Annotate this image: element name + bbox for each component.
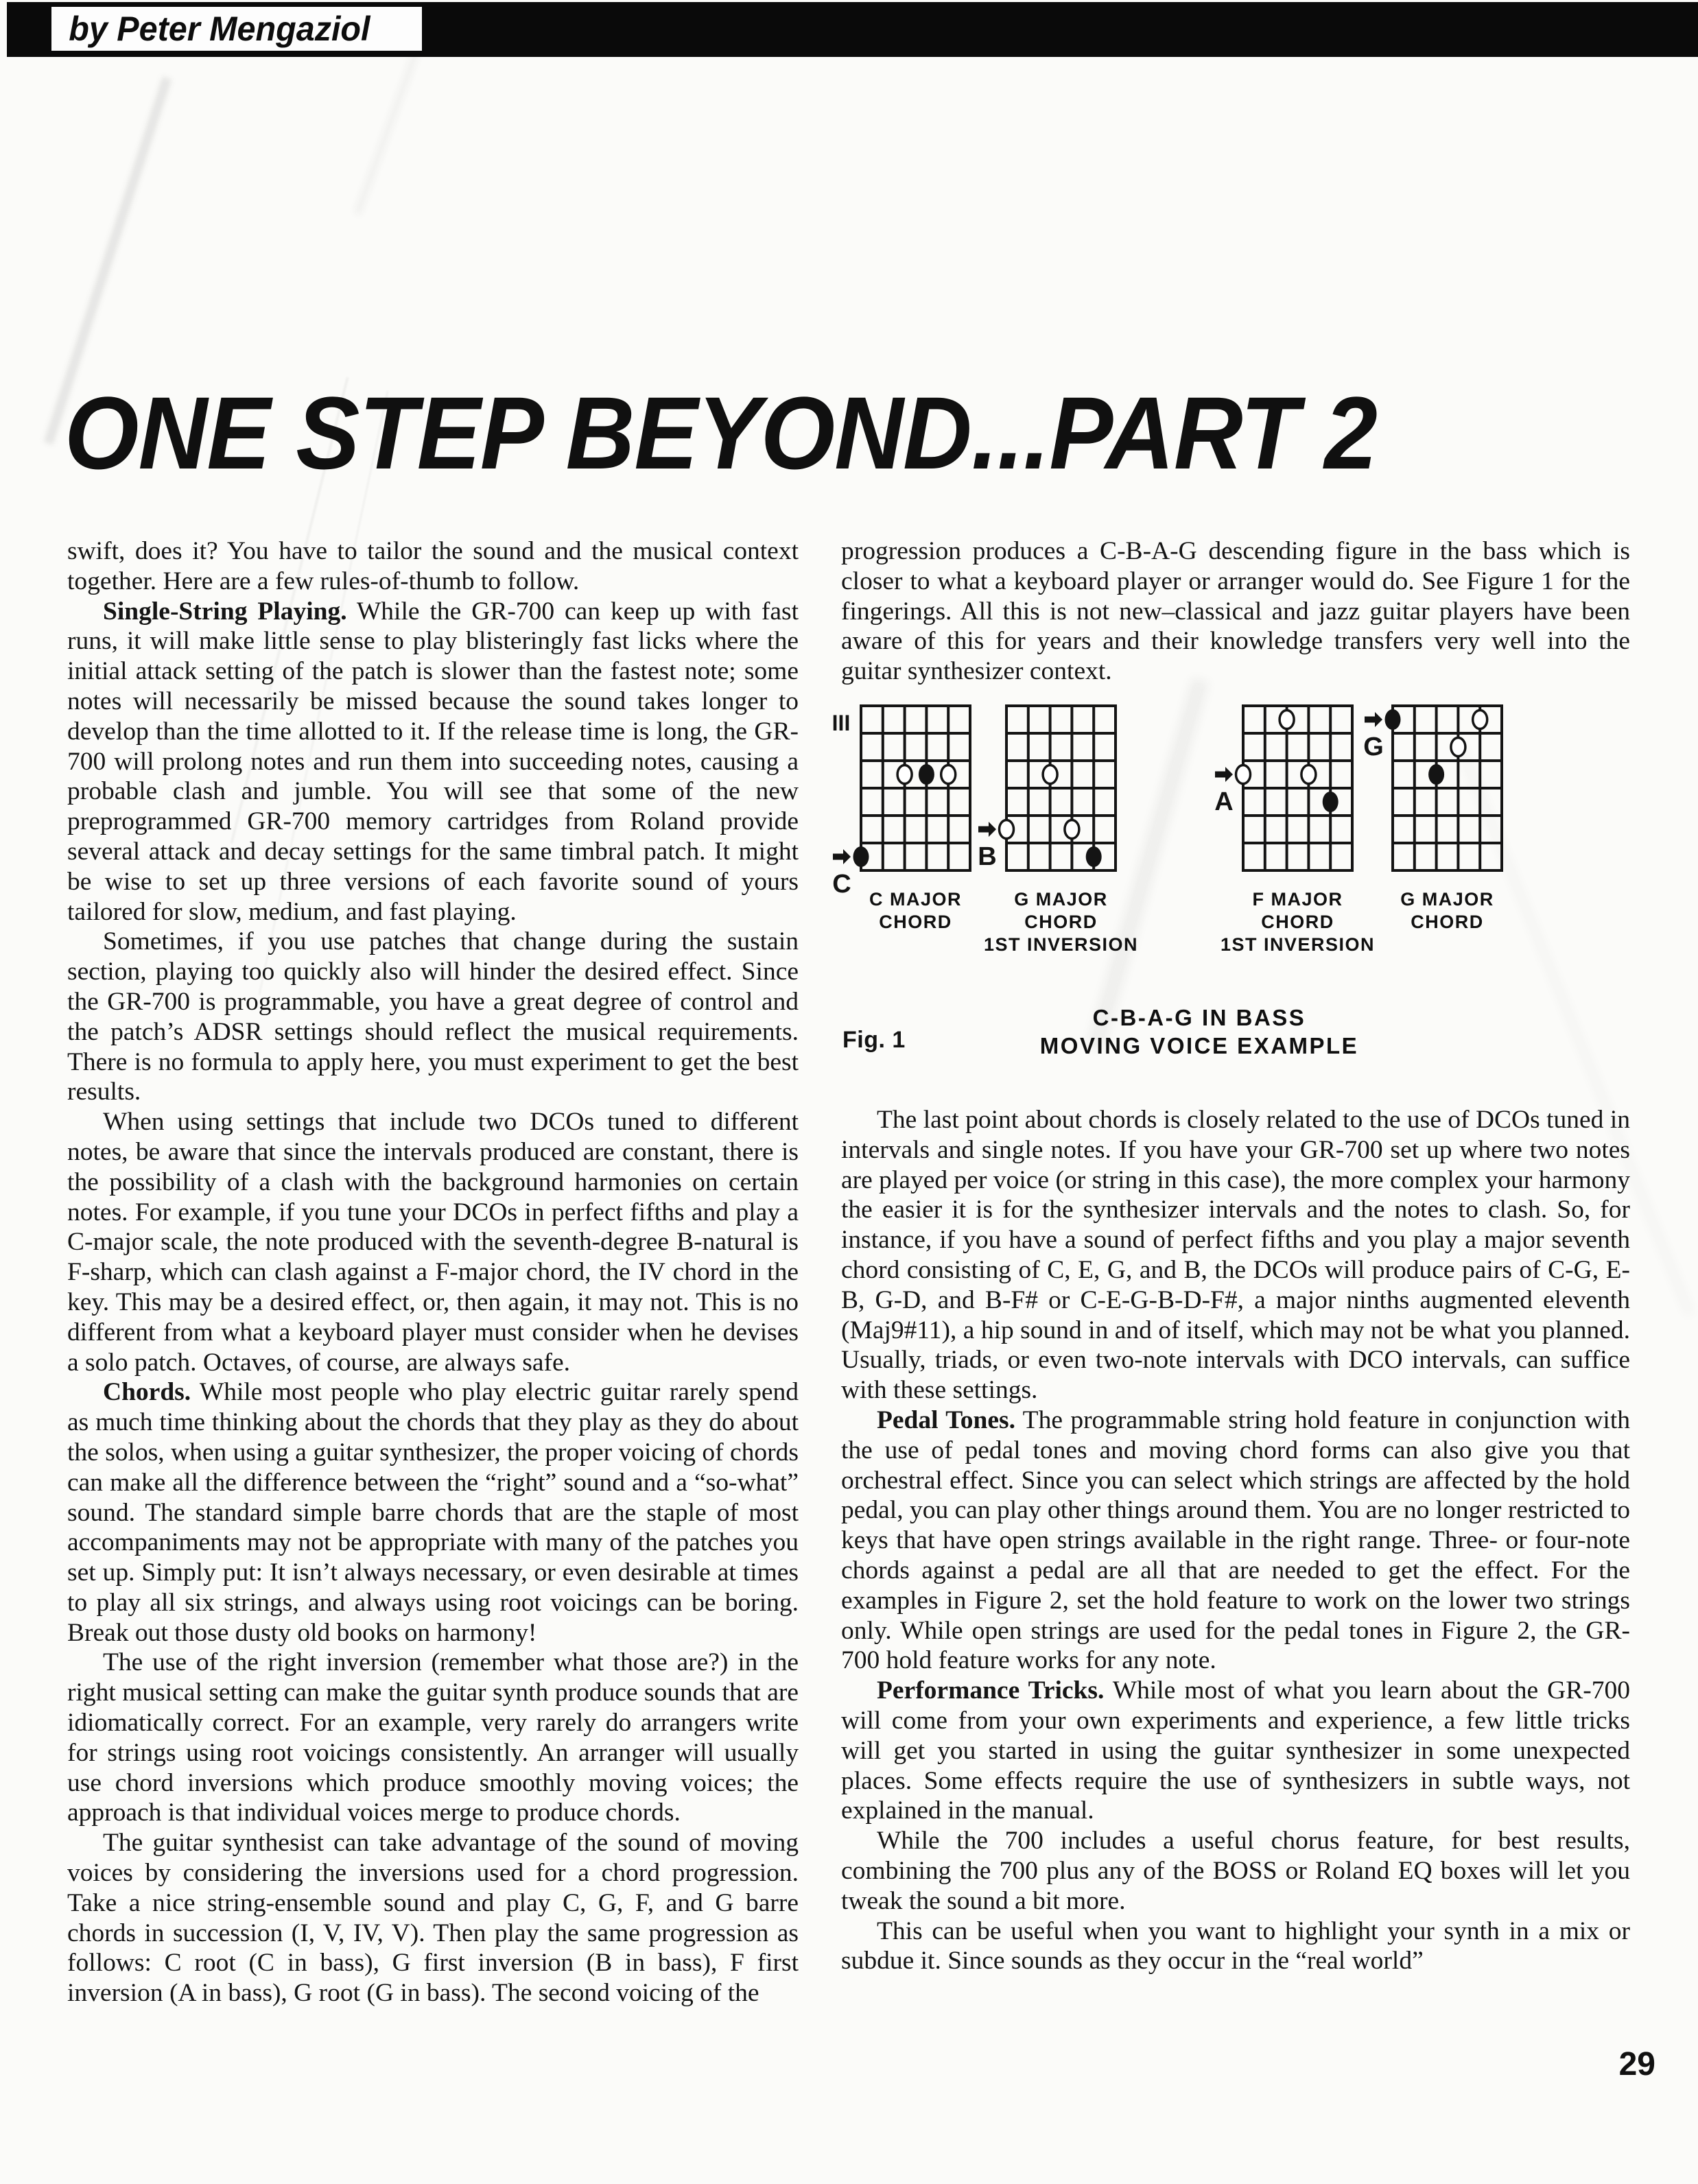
bass-note-label: C [832, 869, 851, 899]
figure-1-chord-diagrams [832, 702, 1630, 1105]
chord-name-line: G MAJOR [1014, 888, 1108, 910]
open-dot [941, 765, 956, 783]
open-dot [1301, 765, 1316, 783]
filled-dot [1323, 792, 1339, 812]
bass-arrow-icon [833, 849, 851, 864]
chord-diagram-2 [976, 702, 1139, 955]
bass-note-label: G [1363, 732, 1384, 761]
right-top-paragraph-1: progression produces a C-B-A-G descending figure in the bass which is closer to what a keyboard player or arranger would do. See Figure 1 for the fingerings. All this is not new–classical and jazz guitar players have been aware of this for years and their knowledge transfers very well into the guitar synthesizer context. [841, 537, 1630, 686]
bass-note-label: A [1214, 787, 1234, 816]
fretboard-grid [1212, 702, 1358, 904]
chord-name-line: CHORD [879, 911, 952, 932]
chord-name [1400, 888, 1494, 934]
byline-box [51, 7, 422, 51]
right-bottom-paragraph-3: Performance Tricks. While most of what you learn about the GR-700 will come from your own experiments and experience, a few little tricks will get you started in using the guitar synthesizer in some unexpected places. Some effects require the use of synthesizers in subtle ways, not explained in the manual. [841, 1676, 1631, 1825]
chord-name [984, 888, 1138, 956]
figure-label: Fig. 1 [842, 1026, 906, 1053]
chord-name [1221, 888, 1375, 956]
bass-arrow-icon [1365, 712, 1382, 727]
left-paragraph-1: swift, does it? You have to tailor the sound and the musical context together. Here are a few rules-of-thumb to follow. [67, 537, 799, 595]
right-bottom-paragraph-2: Pedal Tones. The programmable string hold feature in conjunction with the use of pedal tones and moving chord forms can also give you that orchestral effect. Since you can select which strings are affected by the hold pedal, you can play other things around them. You are no longer restricted to keys that have open strings available in the right range. Three- or four-note chords against a pedal are all that are needed to get the effect. For the examples in Figure 2, set the hold feature to work on the lower two strings only. While open strings are used for the pedal tones in Figure 2, the GR-700 hold feature works for any note. [841, 1405, 1631, 1675]
filled-dot [1428, 764, 1444, 785]
paragraph-lead: Chords. [103, 1378, 191, 1407]
paragraph-lead: Pedal Tones. [877, 1405, 1016, 1434]
chord-name-line: CHORD [1411, 911, 1484, 932]
right-column [832, 536, 1631, 1976]
bass-arrow-icon [978, 822, 996, 837]
right-bottom-paragraph-4: While the 700 includes a useful chorus feature, for best results, combining the 700 plus any of the BOSS or Roland EQ boxes will let you tweak the sound a bit more. [841, 1827, 1630, 1915]
bass-note-label: B [978, 842, 997, 871]
fret-position-marker: III [832, 710, 851, 735]
page-number: 29 [1618, 2046, 1655, 2082]
right-bottom-paragraph-1: The last point about chords is closely related to the use of DCOs tuned in intervals and single notes. If you have your GR-700 set up where two notes are played per voice (or string in this case), the more complex your harmony the easier it is for the synthesizer intervals and the notes to clash. So, for instance, if you have a sound of perfect fifths and you play a major seventh chord consisting of C, E, G, and B, the DCOs will produce pairs of C-G, E-B, G-D, and B-F# or C-E-G-B-D-F#, a major ninths augmented eleventh (Maj9#11), a hip sound in and of itself, which may not be what you planned. Usually, triads, or even two-note intervals with DCO intervals, can suffice with these settings. [841, 1105, 1630, 1405]
left-paragraph-2: Single-String Playing. While the GR-700 can keep up with fast runs, it will make little sense to play blisteringly fast licks where the initial attack setting of the patch is slower than the fastest note; some notes will necessarily be missed because the sound takes longer to develop than the time allotted to it. If the release time is long, the GR-700 will prolong notes and run them into succeeding notes, causing a probable clash and jumble. You will see that some of the new preprogrammed GR-700 memory cartridges from Roland provide several attack and decay settings for the same timbral patch. It might be wise to set up three versions of each favorite sound of yours tailored for slow, medium, and fast playing. [67, 597, 799, 926]
article-title: ONE STEP BEYOND...PART 2 [64, 375, 1377, 490]
paragraph-lead: Single-String Playing. [103, 597, 347, 626]
chord-diagram-3 [1212, 702, 1376, 955]
fretboard-grid [976, 702, 1121, 904]
figure-caption-line2: MOVING VOICE EXAMPLE [1039, 1032, 1359, 1058]
left-paragraph-5: Chords. While most people who play electric guitar rarely spend as much time thinking about the chords that they play as they do about the solos, when using a guitar synthesizer, the proper voicing of chords can make all the difference between the “right” sound and a “so-what” sound. The standard simple barre chords that are the staple of most accompaniments may not be appropriate with many of the patches you set up. Simply put: It isn’t always necessary, or even desirable at times to play all six strings, and always using root voicings can be boring. Break out those dusty old books on harmony! [67, 1378, 799, 1647]
left-paragraph-6: The use of the right inversion (remember what those are?) in the right musical setting can make the guitar synth produce sounds that are idiomatically correct. For an example, very rarely do arrangers write for strings using root voicings consistently. An arranger will usually use chord inversions which produce smoothly moving voices; the approach is that individual voices merge to produce chords. [67, 1648, 799, 1827]
paragraph-lead: Performance Tricks. [877, 1676, 1105, 1705]
chord-name-line: 1ST INVERSION [1220, 934, 1376, 955]
chord-name-line: G MAJOR [1400, 888, 1494, 910]
right-column-bottom [841, 1105, 1630, 1976]
scan-streak [354, 45, 421, 215]
left-paragraph-3: Sometimes, if you use patches that change during the sustain section, playing too quickly also will hinder the desired effect. Since the GR-700 is programmable, you have a great degree of control and the patch’s ADSR settings should reflect the musical requirements. There is no formula to apply here, you must experiment to get the best results. [67, 927, 799, 1106]
chord-name-line: CHORD [1261, 911, 1334, 932]
filled-dot [853, 846, 869, 867]
left-paragraph-7: The guitar synthesist can take advantage of the sound of moving voices by considering the inversions used for a chord progression. Take a nice string-ensemble sound and play C, G, F, and G barre chords in succession (I, V, IV, V). Then play the same progression as follows: C root (C in bass), G first inversion (B in bass), F first inversion (A in bass), G root (G in bass). The second voicing of the [67, 1829, 799, 2008]
left-column [67, 536, 799, 2008]
left-paragraph-4: When using settings that include two DCOs tuned to different notes, be aware that since the intervals produced are constant, there is the possibility of a clash with the background harmonies on certain notes. For example, if you tune your DCOs in perfect fifths and play a C-major scale, the note produced with the seventh-degree B-natural is F-sharp, which can clash against a F-major chord, the IV chord in the key. This may be a desired effect, or, then again, it may not. This is no different from what a keyboard player must consider when he devises a solo patch. Octaves, of course, are always safe. [67, 1108, 799, 1377]
open-dot [1000, 820, 1014, 838]
chord-diagram-4 [1362, 702, 1507, 932]
figure-caption [1040, 1004, 1358, 1060]
open-dot [1065, 820, 1079, 838]
open-dot [1236, 765, 1251, 783]
fretboard-grid [1362, 702, 1507, 904]
fretboard-grid [830, 702, 976, 904]
right-column-top [841, 536, 1630, 687]
open-dot [1473, 710, 1487, 728]
chord-name [869, 888, 962, 934]
byline: by Peter Mengaziol [69, 10, 370, 48]
chord-name-line: CHORD [1024, 911, 1098, 932]
filled-dot [919, 764, 934, 785]
bass-arrow-icon [1215, 767, 1233, 782]
right-bottom-paragraph-5: This can be useful when you want to highlight your synth in a mix or subdue it. Since sounds as they occur in the “real world” [841, 1916, 1630, 1975]
open-dot [1451, 737, 1465, 756]
figure-caption-line1: C-B-A-G IN BASS [1092, 1004, 1306, 1030]
filled-dot [1385, 709, 1401, 730]
open-dot [897, 765, 912, 783]
chord-name-line: 1ST INVERSION [983, 934, 1139, 955]
chord-name-line: C MAJOR [869, 888, 963, 910]
open-dot [1043, 765, 1057, 783]
chord-name-line: F MAJOR [1252, 888, 1343, 910]
filled-dot [1086, 846, 1102, 867]
open-dot [1280, 710, 1294, 728]
chord-diagram-1 [830, 702, 976, 932]
top-bar [7, 2, 1698, 57]
